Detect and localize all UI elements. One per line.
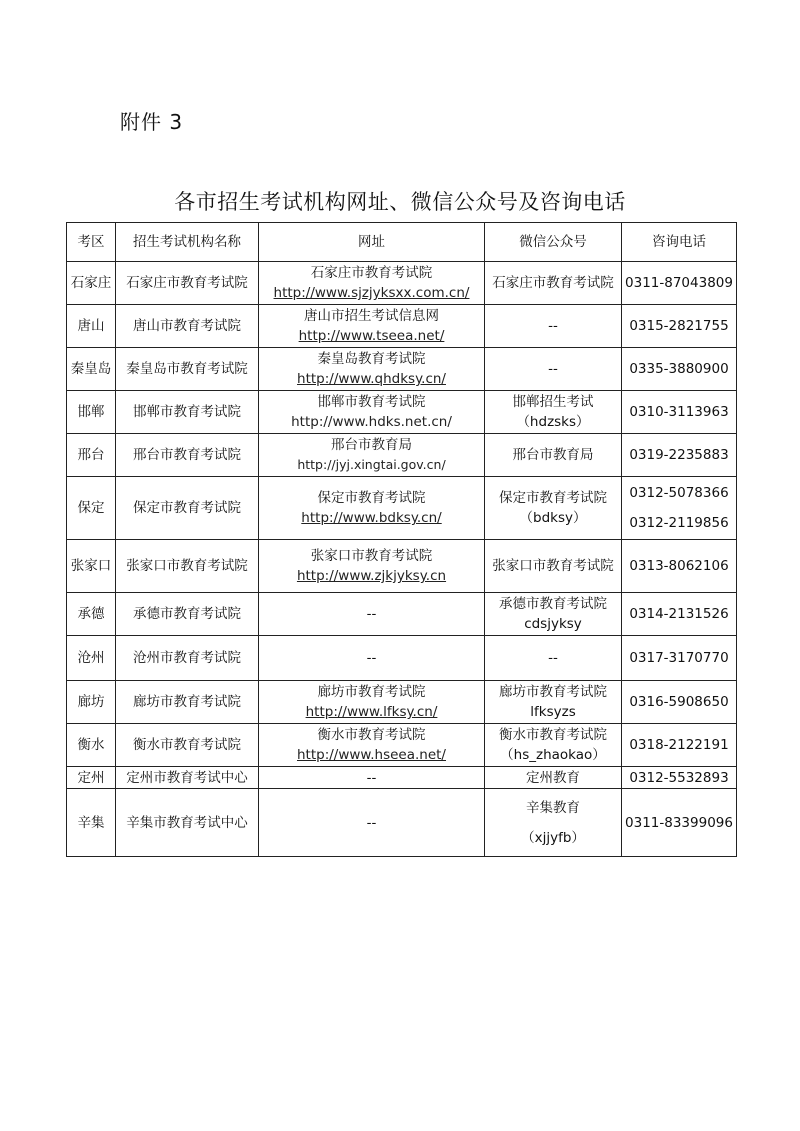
website-link[interactable]: http://www.lfksy.cn/: [305, 704, 438, 720]
website-cell: [259, 477, 485, 540]
website-cell: [259, 540, 485, 593]
wechat-name: 邯郸招生考试: [512, 394, 594, 410]
org-name-cell: 廊坊市教育考试院: [116, 681, 259, 724]
table-row: [67, 636, 737, 681]
header-wechat: 微信公众号: [485, 223, 622, 262]
phone-cell: [622, 477, 737, 540]
website-cell: --: [259, 593, 485, 636]
org-name-cell: 衡水市教育考试院: [116, 724, 259, 767]
org-name-cell: 辛集市教育考试中心: [116, 789, 259, 857]
website-link[interactable]: http://jyj.xingtai.gov.cn/: [297, 457, 446, 472]
wechat-cell: 张家口市教育考试院: [485, 540, 622, 593]
wechat-cell: --: [485, 348, 622, 391]
website-cell: [259, 681, 485, 724]
website-cell: --: [259, 767, 485, 789]
org-name-cell: 唐山市教育考试院: [116, 305, 259, 348]
org-name-cell: 邢台市教育考试院: [116, 434, 259, 477]
org-name-cell: 秦皇岛市教育考试院: [116, 348, 259, 391]
wechat-name: 保定市教育考试院: [499, 490, 607, 506]
table-row: [67, 477, 737, 540]
org-name-cell: 石家庄市教育考试院: [116, 262, 259, 305]
wechat-id: cdsjyksy: [524, 616, 582, 632]
wechat-name: 承德市教育考试院: [499, 596, 607, 612]
website-cell: [259, 391, 485, 434]
phone-cell: 0318-2122191: [622, 724, 737, 767]
phone-cell: 0315-2821755: [622, 305, 737, 348]
wechat-id: （bdksy）: [519, 510, 587, 526]
site-name: 秦皇岛教育考试院: [317, 351, 426, 367]
website-cell: --: [259, 636, 485, 681]
org-name-cell: 定州市教育考试中心: [116, 767, 259, 789]
table-header-row: [67, 223, 737, 262]
phone-secondary: 0312-2119856: [629, 515, 729, 531]
website-link[interactable]: http://www.sjzjyksxx.com.cn/: [273, 285, 470, 301]
site-name: 廊坊市教育考试院: [317, 684, 426, 700]
table-row: [67, 540, 737, 593]
website-cell: [259, 305, 485, 348]
org-name-cell: 张家口市教育考试院: [116, 540, 259, 593]
site-name: 保定市教育考试院: [317, 490, 426, 506]
website-link[interactable]: http://www.hdks.net.cn/: [291, 414, 452, 430]
phone-primary: 0312-5078366: [629, 485, 729, 501]
site-name: 邯郸市教育考试院: [317, 394, 426, 410]
table-row: [67, 434, 737, 477]
wechat-cell: --: [485, 305, 622, 348]
wechat-cell: [485, 789, 622, 857]
region-cell: 沧州: [67, 636, 116, 681]
phone-cell: 0314-2131526: [622, 593, 737, 636]
wechat-cell: 邢台市教育局: [485, 434, 622, 477]
wechat-name: 辛集教育: [526, 799, 580, 816]
wechat-id: lfksyzs: [530, 704, 576, 720]
region-cell: 邯郸: [67, 391, 116, 434]
table-row: [67, 348, 737, 391]
website-cell: [259, 262, 485, 305]
region-cell: 唐山: [67, 305, 116, 348]
website-cell: [259, 434, 485, 477]
site-name: 石家庄市教育考试院: [310, 265, 433, 281]
wechat-cell: 定州教育: [485, 767, 622, 789]
wechat-id: （hs_zhaokao）: [500, 747, 606, 763]
region-cell: 廊坊: [67, 681, 116, 724]
wechat-cell: [485, 477, 622, 540]
table-row: [67, 262, 737, 305]
wechat-cell: [485, 681, 622, 724]
phone-cell: 0335-3880900: [622, 348, 737, 391]
phone-cell: 0311-87043809: [622, 262, 737, 305]
org-name-cell: 沧州市教育考试院: [116, 636, 259, 681]
website-link[interactable]: http://www.tseea.net/: [298, 328, 445, 344]
phone-cell: 0317-3170770: [622, 636, 737, 681]
exam-office-table: [66, 222, 737, 857]
region-cell: 定州: [67, 767, 116, 789]
region-cell: 承德: [67, 593, 116, 636]
header-org-name: 招生考试机构名称: [116, 223, 259, 262]
site-name: 张家口市教育考试院: [310, 548, 433, 564]
table-row: [67, 593, 737, 636]
site-name: 唐山市招生考试信息网: [304, 308, 439, 324]
wechat-cell: [485, 724, 622, 767]
wechat-id: （xjjyfb）: [521, 829, 585, 846]
table-row: [67, 391, 737, 434]
website-cell: --: [259, 789, 485, 857]
phone-cell: 0313-8062106: [622, 540, 737, 593]
website-cell: [259, 348, 485, 391]
wechat-cell: [485, 593, 622, 636]
region-cell: 邢台: [67, 434, 116, 477]
header-website: 网址: [259, 223, 485, 262]
phone-cell: 0312-5532893: [622, 767, 737, 789]
org-name-cell: 承德市教育考试院: [116, 593, 259, 636]
document-title: 各市招生考试机构网址、微信公众号及咨询电话: [174, 190, 626, 214]
region-cell: 保定: [67, 477, 116, 540]
region-cell: 张家口: [67, 540, 116, 593]
wechat-name: 廊坊市教育考试院: [499, 684, 607, 700]
wechat-id: （hdzsks）: [516, 414, 590, 430]
region-cell: 石家庄: [67, 262, 116, 305]
website-link[interactable]: http://www.hseea.net/: [296, 747, 446, 763]
wechat-cell: [485, 391, 622, 434]
org-name-cell: 保定市教育考试院: [116, 477, 259, 540]
phone-cell: 0319-2235883: [622, 434, 737, 477]
table-row: [67, 305, 737, 348]
phone-cell: 0316-5908650: [622, 681, 737, 724]
website-link[interactable]: http://www.zjkjyksy.cn: [296, 568, 447, 584]
header-phone: 咨询电话: [622, 223, 737, 262]
org-name-cell: 邯郸市教育考试院: [116, 391, 259, 434]
header-region: 考区: [67, 223, 116, 262]
table-row: [67, 681, 737, 724]
wechat-cell: 石家庄市教育考试院: [485, 262, 622, 305]
website-cell: [259, 724, 485, 767]
website-link[interactable]: http://www.bdksy.cn/: [301, 510, 442, 526]
phone-cell: 0310-3113963: [622, 391, 737, 434]
table-row: [67, 724, 737, 767]
attachment-label: 附件 3: [120, 110, 184, 134]
region-cell: 衡水: [67, 724, 116, 767]
phone-cell: 0311-83399096: [622, 789, 737, 857]
site-name: 衡水市教育考试院: [317, 727, 426, 743]
region-cell: 辛集: [67, 789, 116, 857]
table-row: [67, 767, 737, 789]
table-row: [67, 789, 737, 857]
website-link[interactable]: http://www.qhdksy.cn/: [297, 371, 446, 387]
wechat-cell: --: [485, 636, 622, 681]
site-name: 邢台市教育局: [331, 437, 412, 453]
wechat-name: 衡水市教育考试院: [499, 727, 607, 743]
region-cell: 秦皇岛: [67, 348, 116, 391]
